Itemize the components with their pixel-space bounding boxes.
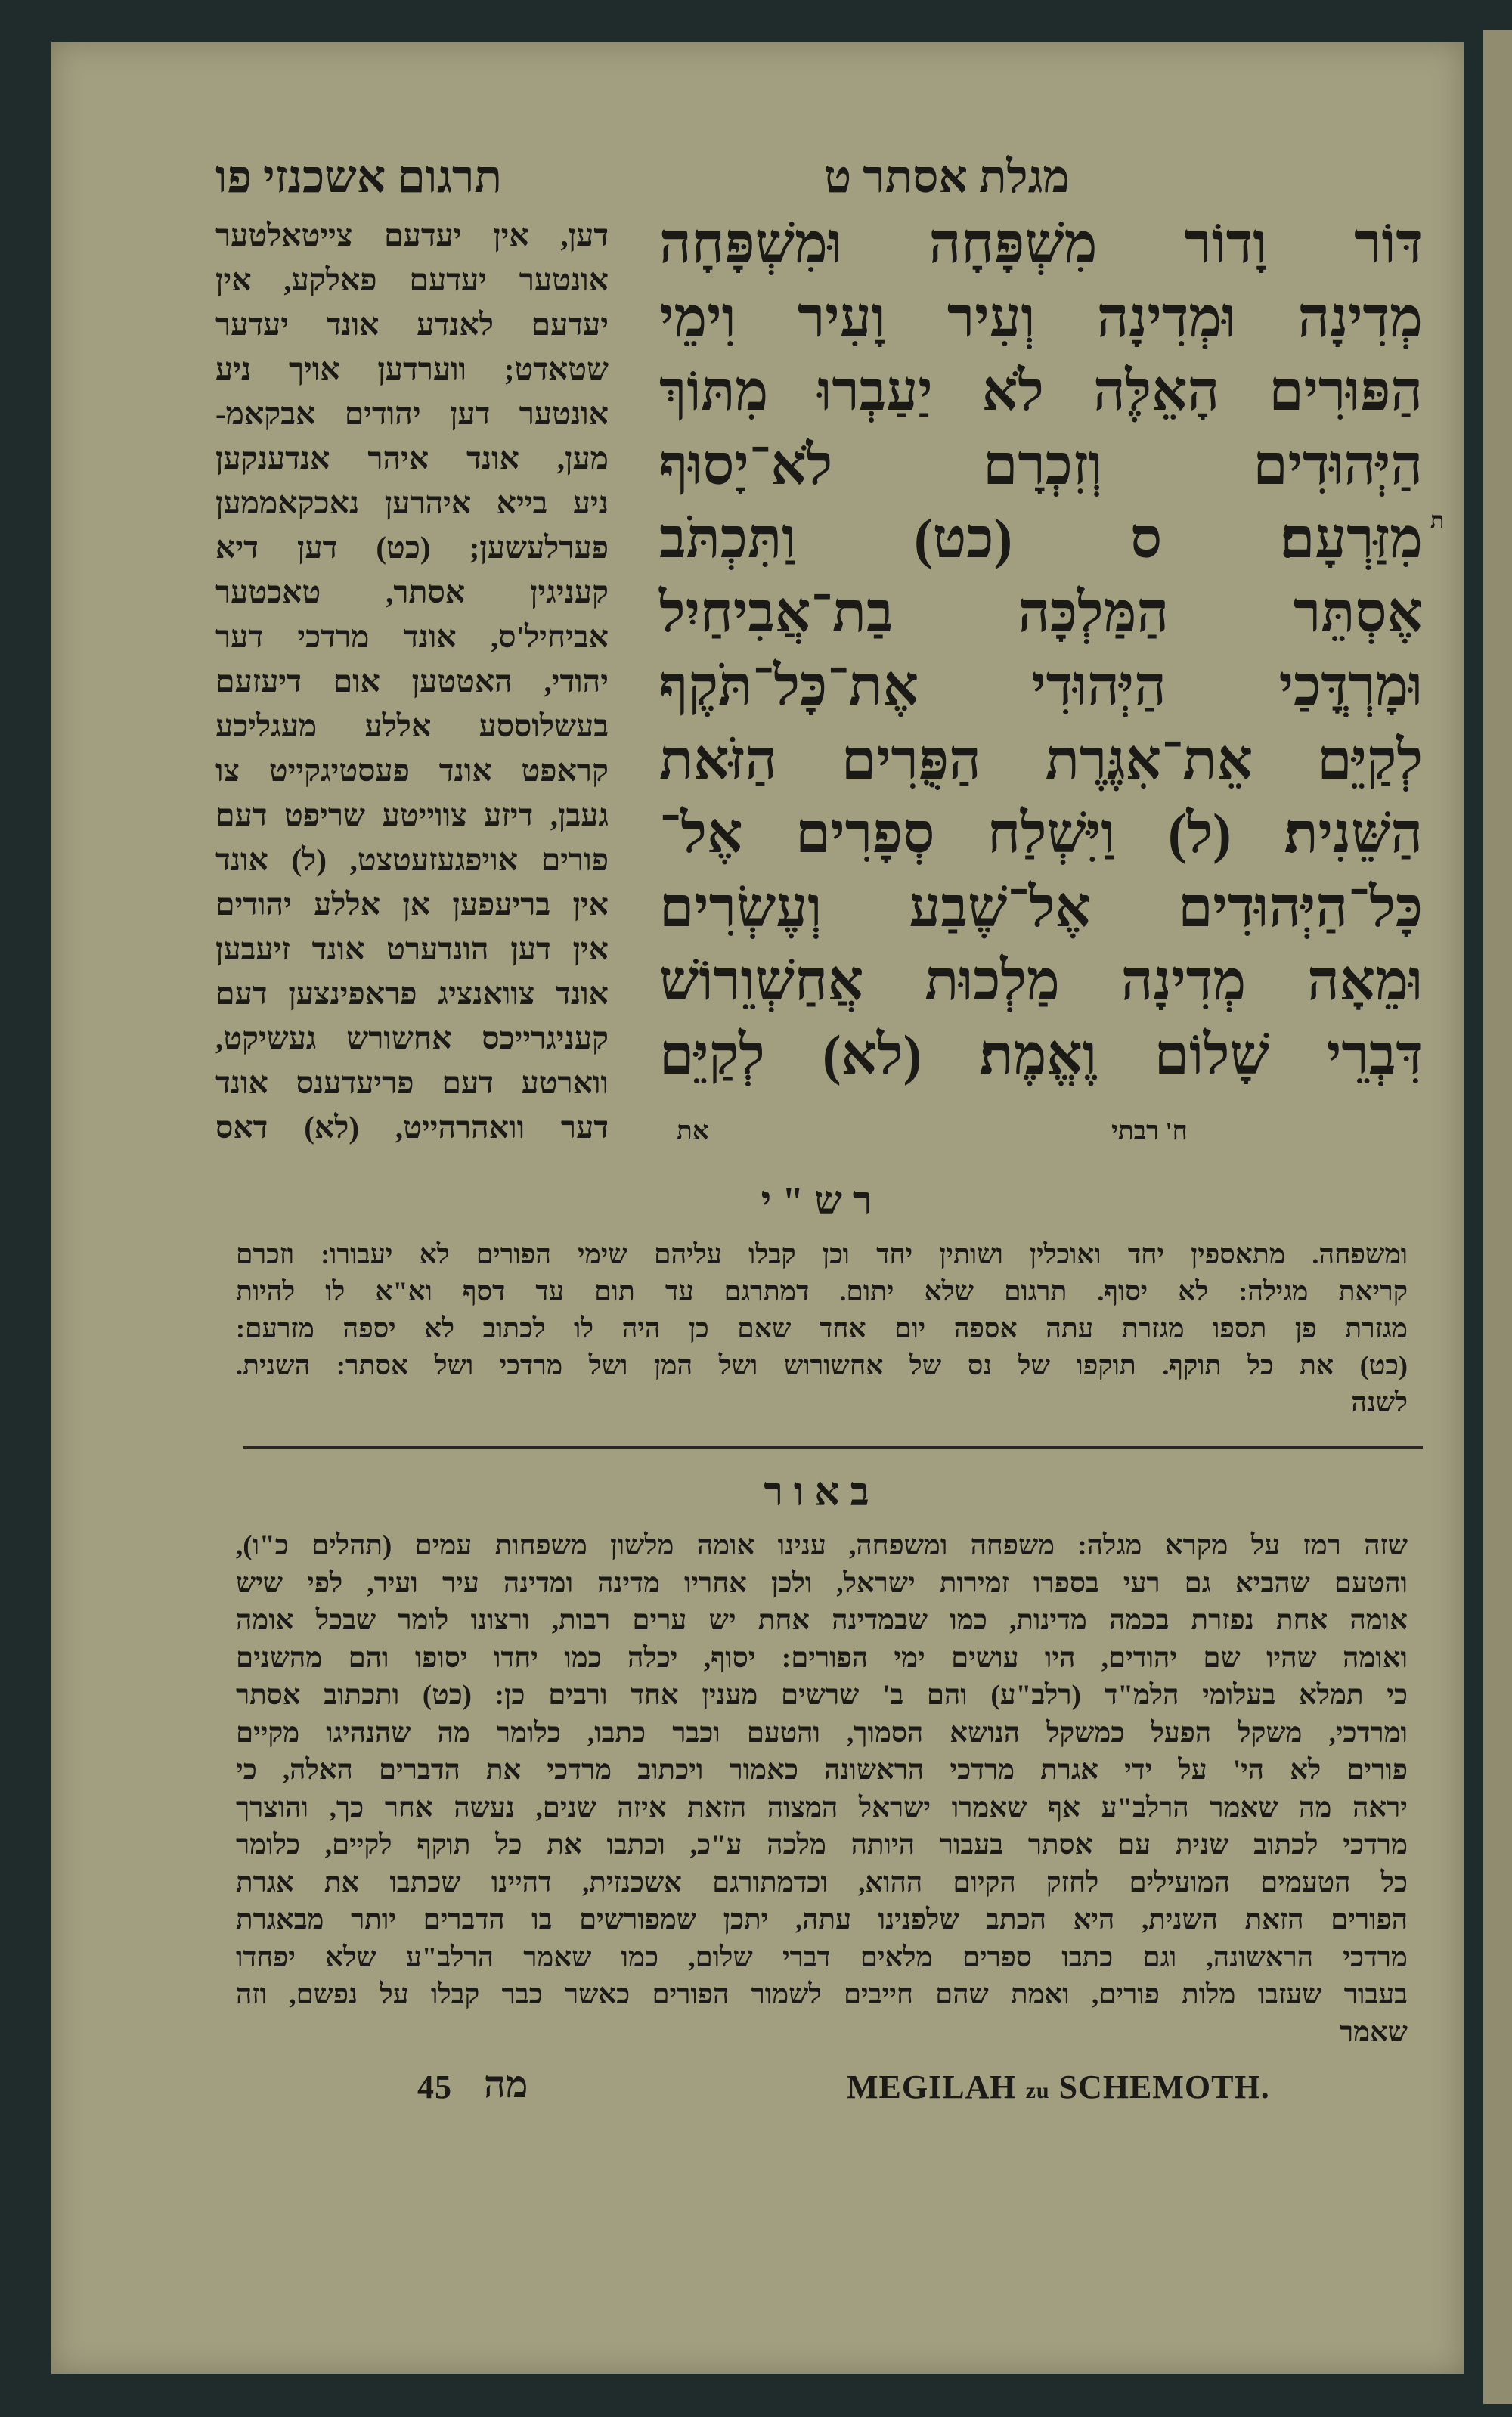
page-number: 45 bbox=[417, 2068, 452, 2106]
scripture-line: אֶסְתֵּר הַמַּלְכָּה בַת־אֲבִיחַיִל bbox=[659, 581, 1423, 644]
translation-line: יעדעם לאנדע אונד יעדער bbox=[215, 307, 609, 342]
rashi-commentary bbox=[236, 1236, 1408, 1421]
biur-line: אומה אחת נפזרת בכמה מדינות, כמו שבמדינה אחת יש ערים רבות, ורצונו לומר שבכל אומה bbox=[236, 1605, 1408, 1636]
yiddish-translation-column bbox=[215, 213, 609, 1150]
hebrew-page-number: מה bbox=[484, 2063, 528, 2106]
scripture-line: וּמֵאָה מְדִינָה מַלְכוּת אֲחַשְׁוֵרוֹשׁ bbox=[659, 950, 1423, 1012]
running-head-megillah: מגלת אסתר ט bbox=[824, 152, 1070, 202]
translation-line: קעניגין אסתר, טאכטער bbox=[215, 575, 609, 609]
translation-line: געבן, דיזע צווייטע שריפט דעם bbox=[215, 798, 609, 832]
translation-line: בעשלוססע אללע מעגליכע bbox=[215, 708, 609, 743]
translation-line: שטאדט; ווערדען אויך ניע bbox=[215, 352, 609, 386]
translation-line: דען, אין יעדעם צייטאלטער bbox=[215, 218, 609, 253]
scripture-line: הַיְּהוּדִים וְזִכְרָם לֹא־יָסוּף bbox=[659, 434, 1423, 497]
scripture-line: הַשֵּׁנִית׃ (ל) וַיִּשְׁלַח סְפָרִים אֶל־ bbox=[659, 803, 1423, 865]
scripture-line: כָּל־הַיְּהוּדִים אֶל־שֶׁבַע וְעֶשְׂרִים bbox=[659, 876, 1423, 939]
translation-line: אונטער דען יהודים אבקאמ- bbox=[215, 396, 609, 431]
biur-line: ואומה שהיו שם יהודים, היו עושים ימי הפורים: יסוף, יכלה כמו יחדו יסופו והם מהשנים bbox=[236, 1642, 1408, 1674]
translation-line: פורים אויפגעזעטצט, (ל) אונד bbox=[215, 842, 609, 877]
biur-line: מרדכי לכתוב שנית עם אסתר בעבור היותה מלכה ע"כ, וכתבו את כל תוקף לקיים, כלומר bbox=[236, 1830, 1408, 1861]
translation-line: יהודי, האטטען אום דיעזעם bbox=[215, 664, 609, 699]
translation-line: אין בריעפען אן אללע יהודים bbox=[215, 887, 609, 922]
biur-line: יראה מה שאמר הרלב"ע אף שאמרו ישראל המצוה הזאת איזה שנים, נעשה אחר כך, והוצרך bbox=[236, 1792, 1408, 1824]
translation-line: אין דען הונדערט אונד זיעבען bbox=[215, 931, 609, 966]
translation-line: אביחיל'ס, אונד מרדכי דער bbox=[215, 619, 609, 654]
translation-line: דער וואהרהייט, (לא) דאס bbox=[215, 1110, 609, 1145]
rashi-line: לשנה bbox=[1351, 1387, 1408, 1418]
translation-line: קראפט אונד פעסטיגקייט צו bbox=[215, 753, 609, 788]
catchword-right: ח' רבתי bbox=[1111, 1117, 1188, 1145]
rashi-line: (כט) את כל תוקף. תוקפו של נס של אחשורוש ושל המן ושל מרדכי ושל אסתר: השנית. bbox=[236, 1350, 1408, 1380]
biur-line: ומרדכי, משקל הפעל כמשקל הנושא הסמוך, והטעם וכבר כתבו, כלומר מה שהנהיגו מקיים bbox=[236, 1717, 1408, 1749]
section-divider bbox=[243, 1446, 1423, 1449]
rashi-line: מגזרת פן תספו מגזרת עתה אספה יום אחד שאם כן היה לו לכתוב לא יספה מזרעם: bbox=[236, 1313, 1408, 1343]
biur-line: והטעם שהביא גם רעי בספרו זמירות ישראל, ולכן אחריו מדינה ומדינה עיר ועיר, לפי שיש bbox=[236, 1567, 1408, 1599]
biur-line: הפורים הזאת השנית, היא הכתב שלפנינו עתה, יתכן שמפורשים בו הדברים יותר מבאגרת bbox=[236, 1904, 1408, 1935]
translation-line: קעניגרייכס אחשורש געשיקט, bbox=[215, 1021, 609, 1055]
biur-line: שאמר bbox=[1339, 2016, 1408, 2048]
scripture-line: וּמָרְדֳּכַי הַיְּהוּדִי אֶת־כָּל־תֹּקֶף bbox=[659, 655, 1423, 717]
scripture-line: דּוֹר וָדוֹר מִשְׁפָּחָה וּמִשְׁפָּחָה bbox=[659, 213, 1423, 275]
adjacent-page-edge bbox=[1483, 30, 1512, 2404]
scripture-line: דִּבְרֵי שָׁלוֹם וֶאֱמֶת׃ (לא) לְקַיֵּם bbox=[659, 1024, 1423, 1086]
rashi-line: ומשפחה. מתאספין יחד ואוכלין ושותין יחד וכן קבלו עליהם שימי הפורים לא יעבורו: וזכרם bbox=[236, 1239, 1408, 1269]
biur-line: כל הטעמים המועילים לחזק הקיום ההוא, וכדמתורגם אשכנזית, דהיינו שכתבו את אגרת bbox=[236, 1867, 1408, 1898]
translation-line: פערלעשען; (כט) דען דיא bbox=[215, 530, 609, 565]
translation-line: ווארטע דעם פריעדענס אונד bbox=[215, 1065, 609, 1100]
margin-note: ת bbox=[1430, 508, 1445, 533]
catchword-left: את bbox=[677, 1117, 709, 1145]
scripture-line: לְקַיֵּם אֵת־אִגֶּרֶת הַפֻּרִים הַזֹּאת bbox=[659, 729, 1423, 792]
scripture-text bbox=[659, 208, 1423, 1092]
rashi-heading: רש"י bbox=[761, 1180, 883, 1223]
biur-line: מרדכי הראשונה, וגם כתבו ספרים מלאים דברי שלום, כמו שאמר הרלב"ע שלא יפחדו bbox=[236, 1941, 1408, 1973]
scripture-line: מְדִינָה וּמְדִינָה וְעִיר וָעִיר וִימֵי bbox=[659, 287, 1423, 349]
translation-line: אונטער יעדעם פאלקע, אין bbox=[215, 262, 609, 297]
running-head-targum: תרגום אשכנזי פו bbox=[215, 152, 502, 202]
scripture-line: מִזַּרְעָם׃ ס (כט) וַתִּכְתֹּב bbox=[659, 508, 1423, 570]
footer-title-main: MEGILAH bbox=[847, 2068, 1017, 2106]
footer-title bbox=[847, 2068, 1270, 2106]
translation-line: ניע בייא איהרען נאכקאממען bbox=[215, 485, 609, 520]
biur-commentary bbox=[236, 1527, 1408, 2051]
footer-title-small: zu bbox=[1025, 2078, 1050, 2103]
biur-line: כי תמלא בעלומי הלמ"ד (רלב"ע) והם ב' שרשים מענין אחד ורבים כן: (כט) ותכתוב אסתר bbox=[236, 1680, 1408, 1711]
footer-title-end: SCHEMOTH. bbox=[1058, 2068, 1270, 2106]
rashi-line: קריאת מגילה: לא יסוף. תרגום שלא יתום. דמתרגם עד תום עד דסף וא"א לו להיות bbox=[236, 1276, 1408, 1306]
biur-line: פורים לא הי' על ידי אגרת מרדכי הראשונה כאמור ויכתוב מרדכי את הדברים האלה, כי bbox=[236, 1755, 1408, 1786]
translation-line: מען, אונד איהר אנדענקען bbox=[215, 441, 609, 476]
biur-heading: באור bbox=[764, 1471, 880, 1514]
translation-line: אונד צוואנציג פראפינצען דעם bbox=[215, 976, 609, 1011]
biur-line: שזה רמז על מקרא מגלה: משפחה ומשפחה, ענינו אומה מלשון משפחות עמים (תהלים כ"ו), bbox=[236, 1530, 1408, 1561]
biur-line: בעבור שעזבו מלות פורים, ואמת שהם חייבים לשמור הפורים כאשר כבר קבלו על נפשם, וזה bbox=[236, 1979, 1408, 2010]
scripture-line: הַפּוּרִים הָאֵלֶּה לֹא יַעַבְרוּ מִתּוֹךְ bbox=[659, 361, 1423, 423]
